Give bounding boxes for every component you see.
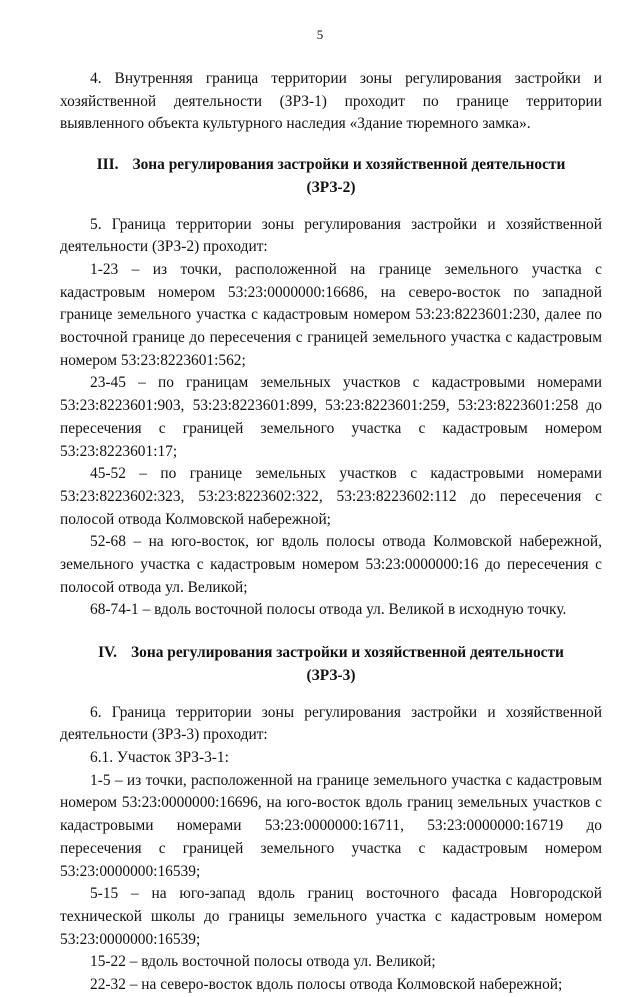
subsection-heading: 6.1. Участок ЗРЗ-3-1: — [90, 748, 229, 766]
paragraph-5: 5. Граница территории зоны регулирования застройки и хозяйственной деятельности (ЗРЗ-2) проходит: — [60, 215, 602, 256]
boundary-segment: 45-52 – по границе земельных участков с кадастровыми номерами 53:23:8223602:323, 53:23:8223602:322, 53:23:8223602:112 до пересечения с полосой отвода Колмовской набережной; — [60, 465, 602, 528]
document-body — [60, 68, 602, 997]
paragraph-4: 4. Внутренняя граница территории зоны регулирования застройки и хозяйственной деятельности (ЗРЗ-1) проходит по границе территории выявленного объекта культурного наследия «Здание тюремного замка». — [60, 70, 602, 133]
section-title: Зона регулирования застройки и хозяйственной деятельности — [131, 644, 564, 662]
boundary-segment: 23-45 – по границам земельных участков с кадастровыми номерами 53:23:8223601:903, 53:23:8223601:899, 53:23:8223601:259, 53:23:8223601:258 до пересечения с границей земельного участка с кадастровым номером 53:23:8223601:17; — [60, 374, 602, 460]
section-title: Зона регулирования застройки и хозяйственной деятельности — [132, 156, 566, 174]
section-heading-3 — [60, 154, 602, 199]
boundary-segment: 52-68 – на юго-восток, юг вдоль полосы отвода Колмовской набережной, земельного участка с кадастровым номером 53:23:0000000:16 до пересечения с полосой отвода ул. Великой; — [60, 533, 602, 596]
boundary-segment: 68-74-1 – вдоль восточной полосы отвода ул. Великой в исходную точку. — [90, 601, 567, 619]
section-heading-4 — [60, 642, 602, 687]
section-subtitle: (ЗРЗ-3) — [306, 666, 356, 684]
boundary-segment: 15-22 – вдоль восточной полосы отвода ул. Великой; — [90, 953, 436, 971]
boundary-segment: 1-23 – из точки, расположенной на границе земельного участка с кадастровым номером 53:23:0000000:16686, на северо-восток по западной границе земельного участка с кадастровым номером 53:23:8223601:230, далее по восточной границе до пересечения с границей земельного участка с кадастровым номером 53:23:8223601:562; — [60, 260, 602, 369]
boundary-segment: 1-5 – из точки, расположенной на границе земельного участка с кадастровым номером 53:23:0000000:16696, на юго-восток вдоль границ земельных участков с кадастровыми номерами 53:23:0000000:16711, 53:23:0000000:16719 до пересечения с границей земельного участка с кадастровым номером 53:23:0000000:16539; — [60, 771, 602, 880]
boundary-segment: 5-15 – на юго-запад вдоль границ восточного фасада Новгородской технической школы до границы земельного участка с кадастровым номером 53:23:0000000:16539; — [60, 885, 602, 948]
paragraph-6: 6. Граница территории зоны регулирования застройки и хозяйственной деятельности (ЗРЗ-3) проходит: — [60, 703, 602, 744]
section-subtitle: (ЗРЗ-2) — [306, 178, 356, 196]
boundary-segment: 22-32 – на северо-восток вдоль полосы отвода Колмовской набережной; — [90, 976, 563, 994]
section-number: IV. — [98, 644, 118, 662]
page-number: 5 — [316, 27, 324, 42]
section-number: III. — [96, 156, 119, 174]
